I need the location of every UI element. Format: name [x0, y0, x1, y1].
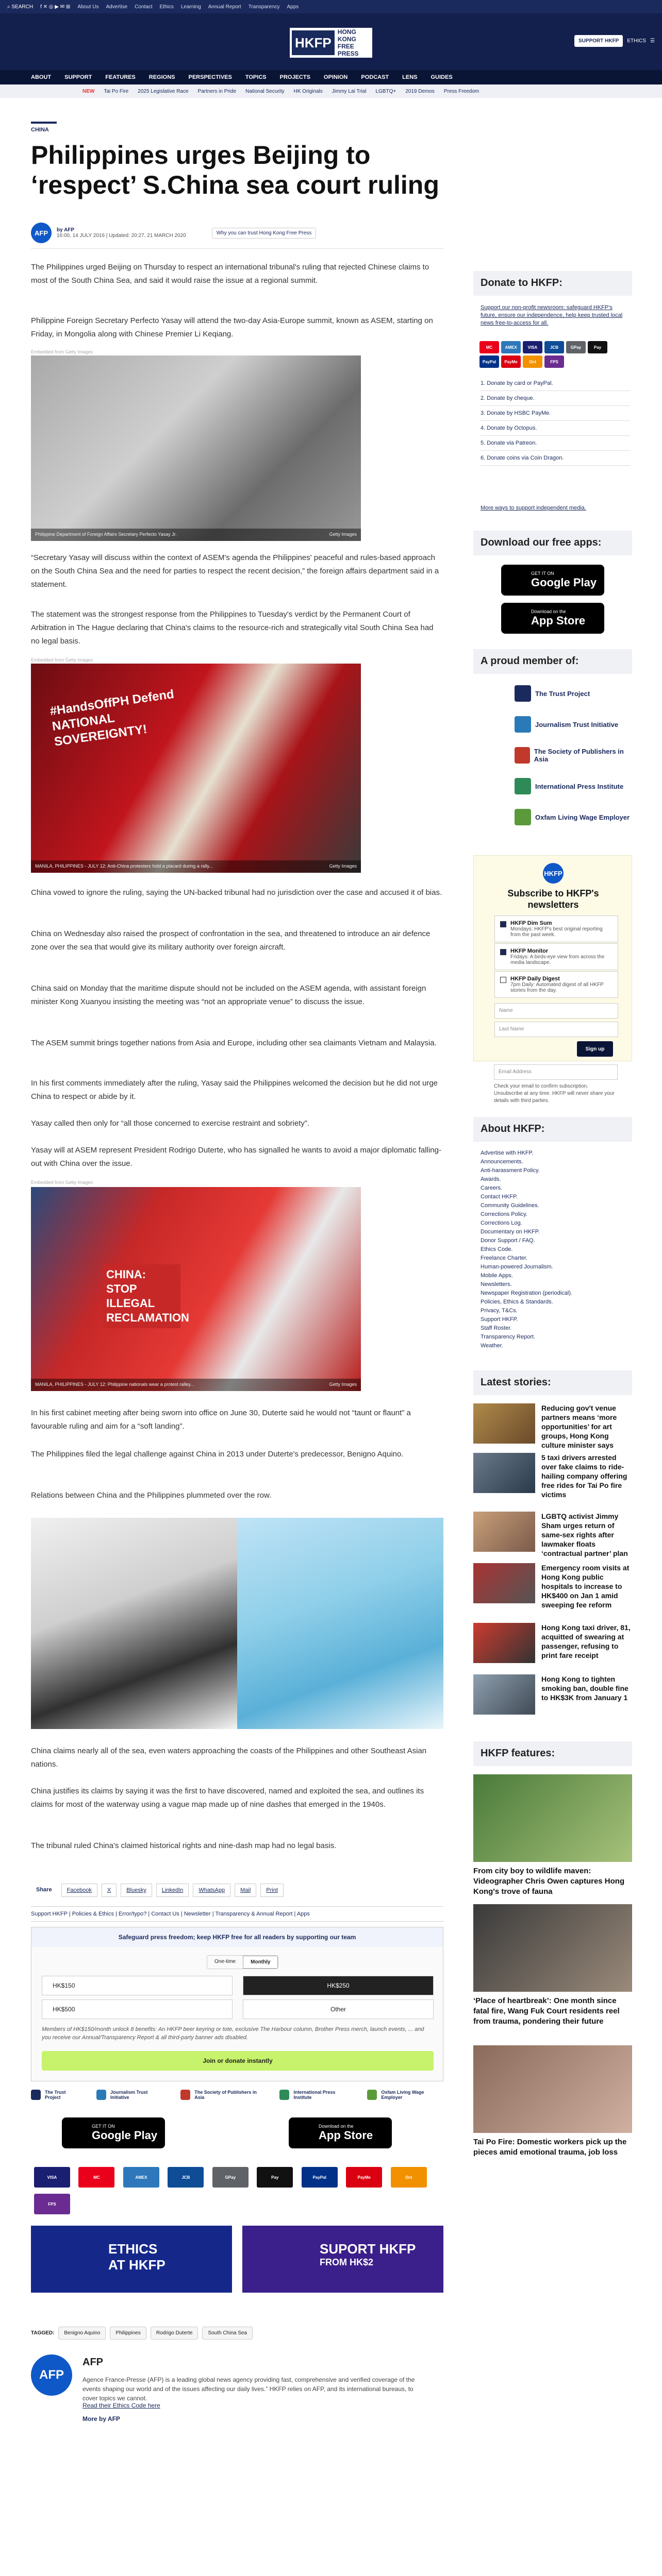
publish-date: 16:00, 14 JULY 2016	[57, 233, 105, 239]
story-thumbnail[interactable]	[473, 1512, 535, 1552]
menu-icon[interactable]: ☰	[650, 38, 655, 44]
fps-icon: FPS	[544, 355, 564, 368]
story-title[interactable]: 5 taxi drivers arrested over fake claims to ride-hailing company offering free rides for Tai Po fire victims	[541, 1453, 627, 1499]
about-link[interactable]: Newspaper Registration (periodical).	[481, 1290, 572, 1296]
latest-story[interactable]	[473, 1453, 632, 1497]
story-title[interactable]: LGBTQ activist Jimmy Sham urges return of same-sex rights after lawmaker floats ‘contractual partner’ plan	[541, 1512, 628, 1557]
paragraph: China justifies its claims by saying it was the first to have discovered, named and exploited the sea, and outlines its claims for most of the waterway using a vague map made up of nine dashes that emerged in the 1940s.	[31, 1787, 424, 1809]
donate-intro[interactable]: Support our non-profit newsroom: safeguard HKFP's future, ensure our independence, help keep trusted local news free-to-access for all.	[481, 304, 623, 326]
search-label: SEARCH	[11, 4, 34, 10]
amount-150[interactable]: HK$150	[42, 1976, 233, 1995]
option-desc: Fridays: A birds-eye view from across the media landscape.	[510, 954, 605, 965]
nav-lens[interactable]: LENS	[402, 74, 418, 80]
support-hkfp-button[interactable]: SUPPORT HKFP	[574, 35, 623, 47]
about-link[interactable]: Corrections Log.	[481, 1220, 522, 1226]
protest-sign: #HandsOffPH Defend NATIONAL SOVEREIGNTY!	[49, 687, 175, 749]
donate-method-card[interactable]: 1. Donate by card or PayPal.	[481, 376, 630, 391]
about-link[interactable]: Ethics Code.	[481, 1246, 513, 1252]
feature-image[interactable]	[473, 2045, 632, 2133]
story-thumbnail[interactable]	[473, 1674, 535, 1715]
newsletter-logo: HKFP	[543, 863, 564, 884]
member-name: International Press Institute	[535, 782, 624, 790]
fps-icon: FPS	[34, 2194, 70, 2214]
getty-credit: Embedded from Getty Images	[31, 349, 93, 354]
getty-credit: Embedded from Getty Images	[31, 1180, 93, 1185]
latest-story[interactable]	[473, 1512, 632, 1556]
badge-line1: Download on the	[531, 609, 566, 614]
member-name: Journalism Trust Initiative	[110, 2090, 148, 2100]
nav-topics[interactable]: TOPICS	[245, 74, 267, 80]
payme-icon: PayMe	[501, 355, 521, 368]
amount-250[interactable]: HK$250	[243, 1976, 434, 1995]
about-link[interactable]: Community Guidelines.	[481, 1202, 539, 1209]
trust-project-icon	[515, 685, 531, 702]
nav-opinion[interactable]: OPINION	[323, 74, 348, 80]
nav-about[interactable]: ABOUT	[31, 74, 52, 80]
site-header	[0, 13, 662, 70]
byline-author[interactable]: by AFP	[57, 227, 75, 233]
member-name: The Trust Project	[535, 689, 590, 698]
share-whatsapp[interactable]: WhatsApp	[193, 1884, 230, 1897]
photo-caption	[31, 860, 361, 873]
about-link[interactable]: Corrections Policy.	[481, 1211, 527, 1217]
updated-date: Updated: 20:27, 21 MARCH 2020	[109, 233, 186, 239]
apple-pay-icon: Pay	[588, 341, 607, 353]
banner-subtitle: AT HKFP	[108, 2257, 166, 2273]
join-donate-button[interactable]: Join or donate instantly	[42, 2051, 434, 2071]
tag-rodrigo-duterte[interactable]: Rodrigo Duterte	[151, 2327, 198, 2340]
category-label[interactable]: CHINA	[31, 127, 49, 133]
member-jti[interactable]	[515, 716, 618, 733]
octopus-icon: Oct	[523, 355, 542, 368]
about-link[interactable]: Advertise with HKFP.	[481, 1150, 534, 1156]
last-name-input[interactable]: Last Name	[494, 1022, 618, 1037]
nav-support[interactable]: SUPPORT	[64, 74, 92, 80]
features-heading: HKFP features:	[473, 1741, 632, 1766]
feature-image[interactable]	[473, 1904, 632, 1992]
trending-legco[interactable]: 2025 Legislative Race	[138, 88, 189, 94]
divider	[31, 248, 443, 249]
about-link[interactable]: Policies, Ethics & Standards.	[481, 1299, 553, 1305]
paypal-icon: PayPal	[302, 2167, 338, 2188]
author-box-name[interactable]: AFP	[82, 2357, 103, 2368]
share-bluesky[interactable]: Bluesky	[121, 1884, 152, 1897]
trust-icon	[31, 2090, 41, 2100]
paragraph: The tribunal ruled China's claimed historical rights and nine-dash map had no legal basis.	[31, 1841, 337, 1850]
about-link[interactable]: Transparency Report.	[481, 1334, 535, 1340]
trending-jimmy-lai[interactable]: Jimmy Lai Trial	[332, 88, 367, 94]
topbar-link-learning[interactable]: Learning	[180, 4, 201, 10]
member-name: Oxfam Living Wage Employer	[535, 813, 630, 821]
sopa-icon	[180, 2090, 190, 2100]
paragraph: In his first comments immediately after the ruling, Yasay said the Philippines welcomed the decision but he did not urge China to respect or abide by it.	[31, 1079, 438, 1101]
mastercard-icon: MC	[479, 341, 499, 353]
paragraph: China vowed to ignore the ruling, saying the UN-backed tribunal had no jurisdiction over the case and accused it of bias.	[31, 888, 442, 897]
banner-subtitle: FROM HK$2	[320, 2257, 374, 2267]
about-link[interactable]: Mobile Apps.	[481, 1273, 513, 1279]
paragraph: China on Wednesday also raised the prospect of confrontation in the sea, and threatened to introduce an air defence zone over the sea that would give its military authority over foreign aircraft.	[31, 929, 431, 952]
trending-2019-demos[interactable]: 2019 Demos	[405, 88, 435, 94]
article-photo-reef[interactable]	[237, 1518, 443, 1729]
name-input[interactable]: Name	[494, 1003, 618, 1019]
header-actions	[574, 35, 655, 47]
sign-up-button[interactable]: Sign up	[577, 1041, 613, 1057]
byline	[31, 223, 316, 243]
ipi-icon	[515, 778, 531, 794]
about-link[interactable]: Support HKFP.	[481, 1316, 518, 1323]
jti-icon	[96, 2090, 106, 2100]
banner-title: ETHICS	[108, 2241, 158, 2257]
author-box	[31, 2354, 443, 2442]
paypal-icon: PayPal	[479, 355, 499, 368]
ethics-link[interactable]: ETHICS	[627, 38, 647, 44]
story-title[interactable]: Hong Kong taxi driver, 81, acquitted of swearing at passenger, refusing to print fare receipt	[541, 1623, 631, 1659]
paragraph: The Philippines filed the legal challenge against China in 2013 under Duterte's predecessor, Benigno Aquino.	[31, 1450, 404, 1459]
badge-line2: Google Play	[531, 576, 597, 589]
paragraph: Yasay called then only for “all those concerned to exercise restraint and sobriety”.	[31, 1119, 309, 1128]
visa-icon: VISA	[34, 2167, 70, 2188]
trust-link[interactable]: Why you can trust Hong Kong Free Press	[212, 228, 317, 239]
caption-credit: Getty Images	[329, 532, 357, 537]
getty-credit: Embedded from Getty Images	[31, 657, 93, 663]
member-oxfam[interactable]	[515, 809, 630, 825]
latest-story[interactable]	[473, 1403, 632, 1448]
trending-press-freedom[interactable]: Press Freedom	[443, 88, 479, 94]
tagged-label: TAGGED:	[31, 2330, 55, 2336]
badge-line1: Download on the	[319, 2124, 354, 2129]
tag-south-china-sea[interactable]: South China Sea	[202, 2327, 253, 2340]
email-input[interactable]: Email Address	[494, 1064, 618, 1080]
option-title: HKFP Daily Digest	[510, 976, 560, 982]
about-link[interactable]: Documentary on HKFP.	[481, 1229, 540, 1235]
nav-features[interactable]: FEATURES	[105, 74, 136, 80]
member-sopa[interactable]	[180, 2090, 264, 2100]
ethics-banner[interactable]	[31, 2226, 232, 2293]
newsletter-heading: Subscribe to HKFP's newsletters	[507, 888, 599, 910]
trending-pride[interactable]: Partners in Pride	[197, 88, 237, 94]
payme-icon: PayMe	[346, 2167, 382, 2188]
donate-method-payme[interactable]: 3. Donate by HSBC PayMe.	[481, 406, 630, 421]
frequency-toggle	[207, 1955, 278, 1969]
about-heading: About HKFP:	[473, 1117, 632, 1142]
caption-text: MANILA, PHILIPPINES - JULY 12: Anti-China protesters hold a placard during a rally...	[35, 863, 213, 869]
paragraph: The statement was the strongest response from the Philippines to Tuesday's verdict by the Permanent Court of Arbitration in The Hague declaring that China's claims to the resource-rich and strategically vital South China Sea had no legal basis.	[31, 610, 434, 646]
donate-method-patreon[interactable]: 5. Donate via Patreon.	[481, 436, 630, 451]
oxfam-icon	[515, 809, 531, 825]
tag-list	[31, 2327, 253, 2340]
paragraph: Philippine Foreign Secretary Perfecto Yasay will attend the two-day Asia-Europe summit, known as ASEM, starting on Friday, in Mongolia along with Chinese Premier Li Keqiang.	[31, 316, 433, 338]
story-thumbnail[interactable]	[473, 1623, 535, 1663]
about-link[interactable]: Careers.	[481, 1185, 503, 1191]
paragraph: In his first cabinet meeting after being sworn into office on June 30, Duterte said he would not “taunt or flaunt” a favourable ruling and aim for a “soft landing”.	[31, 1409, 411, 1431]
story-thumbnail[interactable]	[473, 1453, 535, 1493]
sidebar-google-play-badge[interactable]	[501, 565, 604, 596]
option-desc: 7pm Daily: Automated digest of all HKFP stories from the day.	[510, 982, 604, 993]
about-link[interactable]: Human-powered Journalism.	[481, 1264, 553, 1270]
donation-heading: Safeguard press freedom; keep HKFP free for all readers by supporting our team	[31, 1927, 443, 1947]
banner-title: SUPORT HKFP	[320, 2241, 416, 2257]
author-box-bio: Agence France-Presse (AFP) is a leading global news agency providing fast, comprehensive and verified coverage of the events shaping our world and of the issues affecting our daily lives.” HKFP relies on AFP, and its international bureaus, to cover topics we cannot.	[82, 2376, 415, 2402]
more-by-author-link[interactable]: More by AFP	[82, 2415, 120, 2422]
story-title[interactable]: Reducing gov't venue partners means ‘more opportunities’ for art groups, Hong Kong culture minister says	[541, 1404, 617, 1449]
feature-story[interactable]	[473, 2045, 632, 2158]
share-bar	[31, 1884, 284, 1897]
about-link[interactable]: Staff Roster.	[481, 1325, 512, 1331]
photo-caption	[31, 529, 361, 541]
member-name: The Trust Project	[45, 2090, 66, 2100]
topbar-link-about[interactable]: About Us	[77, 4, 99, 10]
member-name: Oxfam Living Wage Employer	[381, 2090, 424, 2100]
about-link[interactable]: Weather.	[481, 1343, 503, 1349]
topbar-link-contact[interactable]: Contact	[135, 4, 153, 10]
byline-text: by AFP 16:00, 14 JULY 2016 | Updated: 20:27, 21 MARCH 2020	[57, 227, 186, 239]
amex-icon: AMEX	[501, 341, 521, 353]
share-facebook[interactable]: Facebook	[61, 1884, 97, 1897]
article-photo-yasay[interactable]	[31, 355, 361, 541]
latest-story[interactable]	[473, 1563, 632, 1607]
member-sopa[interactable]	[515, 747, 632, 764]
paragraph: “Secretary Yasay will discuss within the context of ASEM's agenda the Philippines' peaceful and rules-based approach on the South China Sea and the need for parties to respect the recent decision,” the foreign affairs department said in a statement.	[31, 553, 439, 589]
about-link[interactable]: Awards.	[481, 1176, 501, 1182]
sopa-icon	[515, 747, 530, 764]
logo-line2: FREE PRESS	[337, 43, 359, 57]
nav-perspectives[interactable]: PERSPECTIVES	[188, 74, 232, 80]
main-nav	[0, 70, 662, 84]
feature-image[interactable]	[473, 1774, 632, 1862]
monthly-option[interactable]: Monthly	[243, 1956, 278, 1969]
nav-guides[interactable]: GUIDES	[431, 74, 453, 80]
caption-credit: Getty Images	[329, 863, 357, 869]
protest-sign: CHINA: STOP ILLEGAL RECLAMATION	[103, 1264, 180, 1328]
story-thumbnail[interactable]	[473, 1403, 535, 1444]
article-title: Philippines urges Beijing to ‘respect’ S.China sea court ruling	[31, 141, 439, 199]
nav-podcast[interactable]: PODCAST	[361, 74, 389, 80]
apple-pay-icon: Pay	[257, 2167, 293, 2188]
topbar-link-annual-report[interactable]: Annual Report	[208, 4, 241, 10]
member-name: The Society of Publishers in Asia	[194, 2090, 257, 2100]
about-link[interactable]: Announcements.	[481, 1159, 523, 1165]
hkfp-logo[interactable]	[290, 28, 372, 58]
feature-title[interactable]: ‘Place of heartbreak’: One month since fatal fire, Wang Fuk Court residents reel from trauma, pondering their future	[473, 1996, 620, 2026]
payment-icons	[478, 340, 628, 369]
ipi-icon	[279, 2090, 289, 2100]
story-thumbnail[interactable]	[473, 1563, 535, 1603]
logo-text	[338, 28, 370, 57]
latest-story[interactable]	[473, 1623, 632, 1667]
share-label: Share	[36, 1887, 52, 1893]
paragraph: China claims nearly all of the sea, even waters approaching the coasts of the Philippines and other Southeast Asian nations.	[31, 1747, 427, 1769]
about-link[interactable]: Anti-harassment Policy.	[481, 1167, 540, 1174]
oxfam-icon	[367, 2090, 377, 2100]
member-logos-row	[31, 2090, 443, 2100]
donation-note: Members of HK$150/month unlock 8 benefits: An HKFP beer keyring or tote, exclusive The Harbour column, Brother Press merch, launch events, ... and you receive our Annual/Transparency Report & all third-party banner ads disabled.	[42, 2026, 424, 2041]
member-name: Journalism Trust Initiative	[535, 720, 619, 728]
payment-methods-footer	[31, 2164, 443, 2217]
feature-title[interactable]: From city boy to wildlife maven: Videographer Chris Owen captures Hong Kong's trove of fauna	[473, 1867, 625, 1896]
newsletter-signup	[473, 855, 632, 1061]
option-title: HKFP Dim Sum	[510, 920, 552, 926]
share-linkedin[interactable]: LinkedIn	[156, 1884, 189, 1897]
donate-heading: Donate to HKFP:	[473, 271, 632, 296]
amex-icon: AMEX	[123, 2167, 159, 2188]
paragraph: China said on Monday that the maritime dispute should not be included on the ASEM agenda, with assistant foreign minister Kong Xuanyou insisting the meeting was “not an appropriate venue” to discuss the issue.	[31, 984, 426, 1006]
checkbox-icon	[500, 921, 506, 927]
paragraph: The ASEM summit brings together nations from Asia and Europe, including other sea claimants Vietnam and Malaysia.	[31, 1039, 437, 1047]
caption-credit: Getty Images	[329, 1382, 357, 1387]
donation-widget	[31, 1927, 443, 2081]
trending-tai-po-fire[interactable]: Tai Po Fire	[104, 88, 129, 94]
jcb-icon: JCB	[544, 341, 564, 353]
member-name: The Society of Publishers in Asia	[534, 748, 624, 763]
option-title: HKFP Monitor	[510, 948, 549, 954]
story-title[interactable]: Hong Kong to tighten smoking ban, double fine to HK$3K from January 1	[541, 1675, 628, 1702]
latest-story[interactable]	[473, 1674, 632, 1719]
amount-other[interactable]: Other	[243, 1999, 434, 2019]
paragraph: Yasay will at ASEM represent President Rodrigo Duterte, who has signalled he wants to avoid a major diplomatic falling-out with China over the issue.	[31, 1146, 441, 1168]
jti-icon	[515, 716, 531, 733]
more-ways-link[interactable]: More ways to support independent media.	[481, 505, 586, 511]
search-link[interactable]: ⌕ SEARCH	[7, 4, 34, 10]
top-utility-bar	[0, 0, 662, 13]
feature-title[interactable]: Tai Po Fire: Domestic workers pick up the pieces amid emotional trauma, job loss	[473, 2138, 627, 2157]
newsletter-option-daily-digest[interactable]	[494, 971, 618, 998]
one-time-option[interactable]: One-time	[214, 1959, 236, 1964]
checkbox-icon	[500, 977, 506, 983]
support-banner[interactable]	[242, 2226, 443, 2293]
photo-caption	[31, 1379, 361, 1391]
paragraph: The Philippines urged Beijing on Thursday to respect an international tribunal's ruling that rejected Chinese claims to most of the South China Sea, and said it would raise the issue at a regional summit.	[31, 263, 429, 285]
newsletter-note: Check your email to confirm subscription. Unsubscribe at any time. HKFP will never share your details with third parties.	[494, 1083, 615, 1104]
octopus-icon: Oct	[391, 2167, 427, 2188]
member-oxfam[interactable]	[367, 2090, 443, 2100]
caption-text: Philippine Department of Foreign Affairs Secretary Perfecto Yasay Jr.	[35, 532, 177, 537]
author-ethics-link[interactable]: Read their Ethics Code here	[82, 2402, 160, 2409]
tag-philippines[interactable]: Philippines	[110, 2327, 146, 2340]
gpay-icon: GPay	[212, 2167, 249, 2188]
author-avatar[interactable]: AFP	[31, 223, 52, 243]
nav-regions[interactable]: REGIONS	[148, 74, 175, 80]
member-trust-project[interactable]	[515, 685, 590, 702]
about-link[interactable]: Contact HKFP.	[481, 1194, 518, 1200]
social-icons[interactable]: f ✕ ◎ ▶ ✉ ⊞	[40, 4, 71, 10]
article-photo-protest[interactable]	[31, 664, 361, 873]
donate-method-cheque[interactable]: 2. Donate by cheque.	[481, 391, 630, 406]
donate-methods	[481, 376, 630, 466]
about-link[interactable]: Donor Support / FAQ.	[481, 1238, 535, 1244]
checkbox-icon	[500, 949, 506, 955]
gpay-icon: GPay	[566, 341, 586, 353]
member-jti[interactable]	[96, 2090, 165, 2100]
badge-line2: Google Play	[92, 2129, 158, 2142]
newsletter-option-monitor[interactable]	[494, 943, 618, 970]
nav-projects[interactable]: PROJECTS	[279, 74, 310, 80]
topbar-link-advertise[interactable]: Advertise	[106, 4, 128, 10]
share-mail[interactable]: Mail	[235, 1884, 256, 1897]
tag-benigno-aquino[interactable]: Benigno Aquino	[58, 2327, 106, 2340]
member-name: International Press Institute	[293, 2090, 336, 2100]
footer-links[interactable]: Support HKFP | Policies & Ethics | Error/typo? | Contact Us | Newsletter | Transparency & Annual Report | Apps	[31, 1906, 443, 1922]
author-box-avatar[interactable]: AFP	[31, 2354, 72, 2396]
trending-bar	[0, 84, 662, 98]
about-link[interactable]: Newsletters.	[481, 1281, 512, 1287]
latest-heading: Latest stories:	[473, 1370, 632, 1395]
about-links	[481, 1149, 630, 1350]
logo-mark: HKFP	[292, 30, 335, 55]
newsletter-option-dim-sum[interactable]	[494, 916, 618, 942]
mastercard-icon: MC	[78, 2167, 114, 2188]
trending-natsec[interactable]: National Security	[245, 88, 285, 94]
about-link[interactable]: Freelance Charter.	[481, 1255, 528, 1261]
share-print[interactable]: Print	[260, 1884, 284, 1897]
amount-500[interactable]: HK$500	[42, 1999, 233, 2019]
share-x[interactable]: X	[102, 1884, 117, 1897]
member-heading: A proud member of:	[473, 649, 632, 674]
badge-line2: App Store	[531, 614, 586, 627]
badge-line1: GET IT ON	[531, 571, 554, 576]
trending-lgbtq[interactable]: LGBTQ+	[375, 88, 396, 94]
apps-heading: Download our free apps:	[473, 531, 632, 555]
topbar-link-transparency[interactable]: Transparency	[248, 4, 280, 10]
member-trust-project[interactable]	[31, 2090, 81, 2100]
jcb-icon: JCB	[168, 2167, 204, 2188]
article-photo-rally[interactable]	[31, 1187, 361, 1391]
sidebar-app-store-badge[interactable]	[501, 603, 604, 634]
caption-text: MANILA, PHILIPPINES - JULY 12: Philippine nationals wear a protest ralley...	[35, 1382, 194, 1387]
member-ipi[interactable]	[279, 2090, 352, 2100]
about-link[interactable]: Privacy, T&Cs.	[481, 1308, 518, 1314]
badge-line2: App Store	[319, 2129, 373, 2142]
topbar-link-apps[interactable]: Apps	[287, 4, 299, 10]
feature-story[interactable]	[473, 1904, 632, 2027]
article-photo-aquino[interactable]	[31, 1518, 237, 1729]
feature-story[interactable]	[473, 1774, 632, 1897]
story-title[interactable]: Emergency room visits at Hong Kong public hospitals to increase to HK$400 on Jan 1 amid sweeping fee reform	[541, 1564, 630, 1609]
donate-method-coins[interactable]: 6. Donate coins via Coin Dragon.	[481, 451, 630, 466]
app-store-badge[interactable]	[289, 2117, 392, 2148]
logo-line1: HONG KONG	[337, 28, 356, 43]
donate-method-octopus[interactable]: 4. Donate by Octopus.	[481, 421, 630, 436]
trending-originals[interactable]: HK Originals	[293, 88, 323, 94]
visa-icon: VISA	[523, 341, 542, 353]
option-desc: Mondays: HKFP's best original reporting from the past week.	[510, 926, 603, 938]
google-play-badge[interactable]	[62, 2117, 165, 2148]
new-badge: NEW	[82, 88, 95, 94]
paragraph: Relations between China and the Philippines plummeted over the row.	[31, 1491, 272, 1500]
member-ipi[interactable]	[515, 778, 623, 794]
topbar-link-ethics[interactable]: Ethics	[159, 4, 174, 10]
badge-line1: GET IT ON	[92, 2124, 115, 2129]
